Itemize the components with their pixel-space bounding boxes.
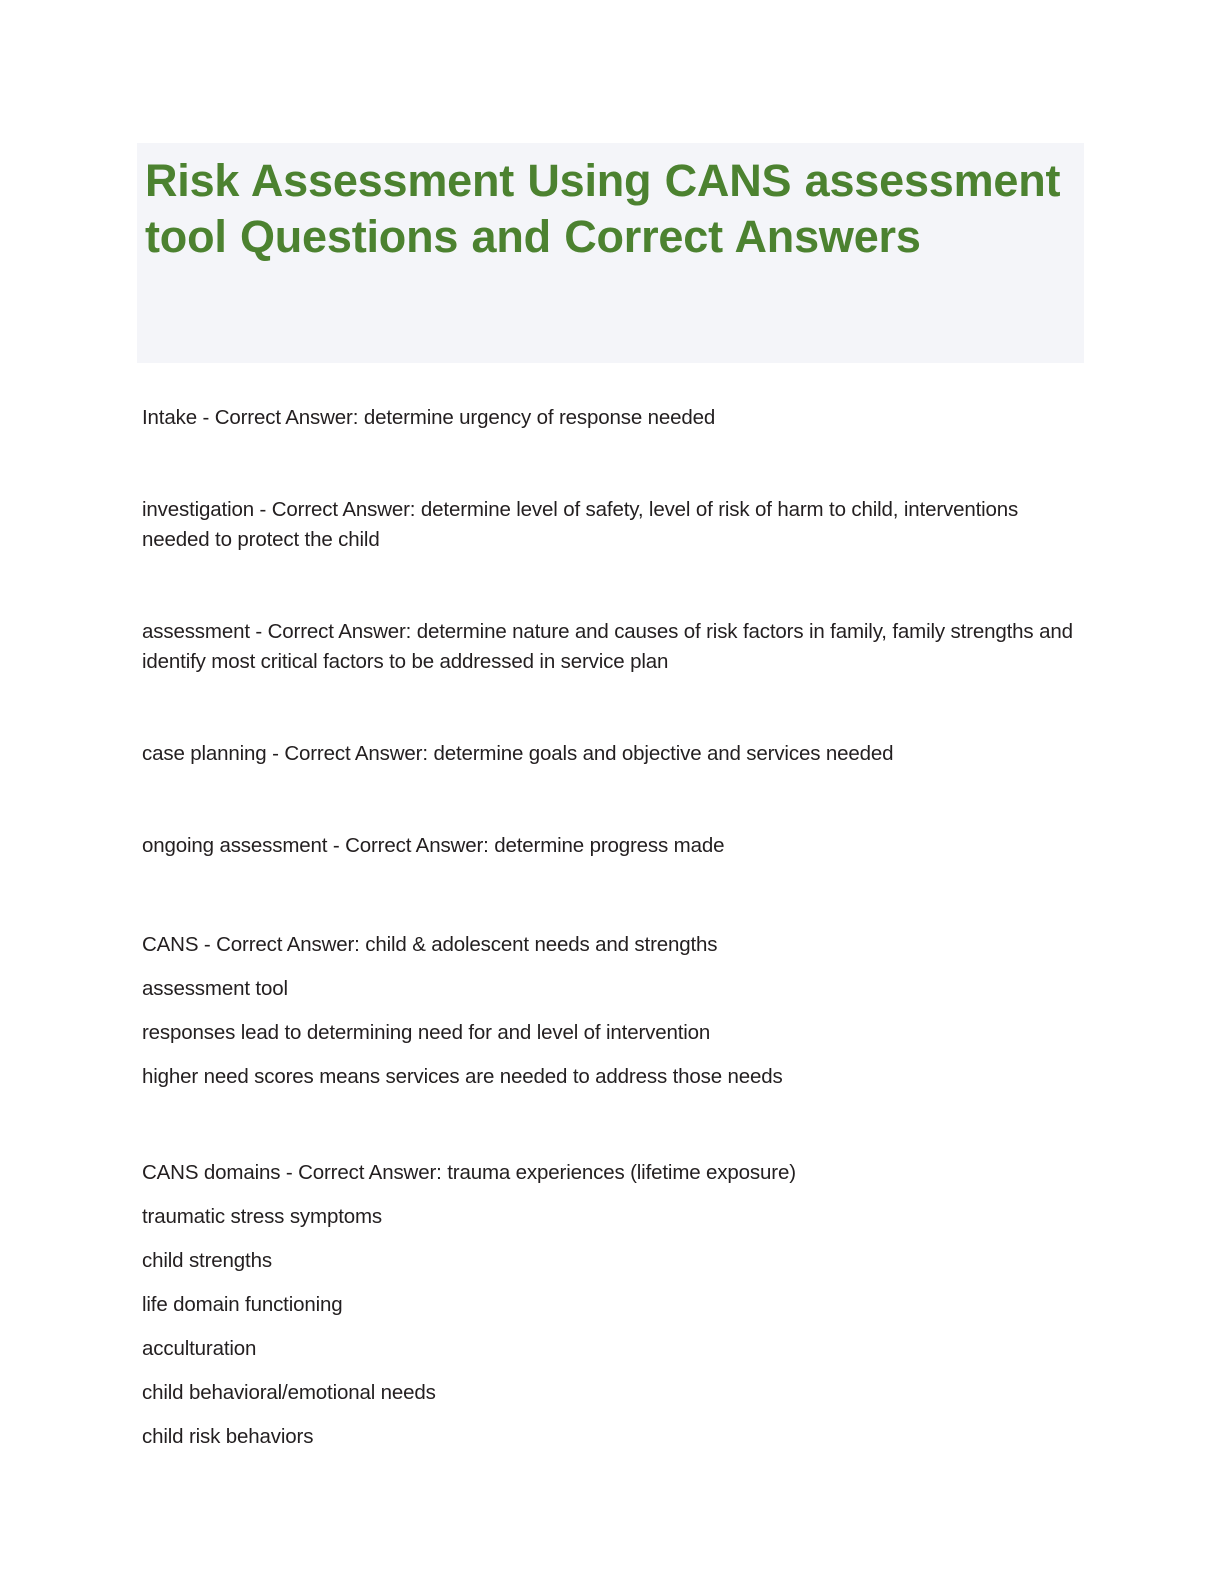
qa-question-answer-line: CANS - Correct Answer: child & adolescent needs and strengths [142, 933, 718, 956]
qa-block [142, 739, 1077, 769]
qa-block [142, 831, 1077, 861]
qa-question-answer-line: CANS domains - Correct Answer: trauma experiences (lifetime exposure) [142, 1161, 796, 1184]
qa-block [142, 923, 1077, 1099]
qa-question-answer-line: investigation - Correct Answer: determine level of safety, level of risk of harm to child, interventions needed to protect the child [142, 498, 1019, 551]
qa-detail-line: higher need scores means services are needed to address those needs [142, 1065, 783, 1088]
qa-block [142, 617, 1077, 677]
qa-detail-line: child strengths [142, 1249, 272, 1272]
qa-detail-line: responses lead to determining need for and level of intervention [142, 1021, 711, 1044]
qa-detail-line: child risk behaviors [142, 1425, 314, 1448]
qa-detail-line: life domain functioning [142, 1293, 343, 1316]
qa-question-answer-line: assessment - Correct Answer: determine nature and causes of risk factors in family, family strengths and identify most critical factors to be addressed in service plan [142, 620, 1073, 673]
qa-detail-line: acculturation [142, 1337, 257, 1360]
qa-question-answer-line: Intake - Correct Answer: determine urgency of response needed [142, 406, 716, 429]
qa-detail-line: assessment tool [142, 977, 288, 1000]
qa-block [142, 403, 1077, 433]
qa-detail-line: traumatic stress symptoms [142, 1205, 383, 1228]
document-title-band [137, 143, 1084, 363]
qa-detail-line: child behavioral/emotional needs [142, 1381, 436, 1404]
page-title: Risk Assessment Using CANS assessment tool Questions and Correct Answers [145, 155, 1061, 262]
qa-question-answer-line: ongoing assessment - Correct Answer: determine progress made [142, 834, 725, 857]
qa-question-answer-line: case planning - Correct Answer: determine goals and objective and services needed [142, 742, 894, 765]
document-body [142, 403, 1077, 1511]
qa-block [142, 495, 1077, 555]
qa-block [142, 1151, 1077, 1459]
